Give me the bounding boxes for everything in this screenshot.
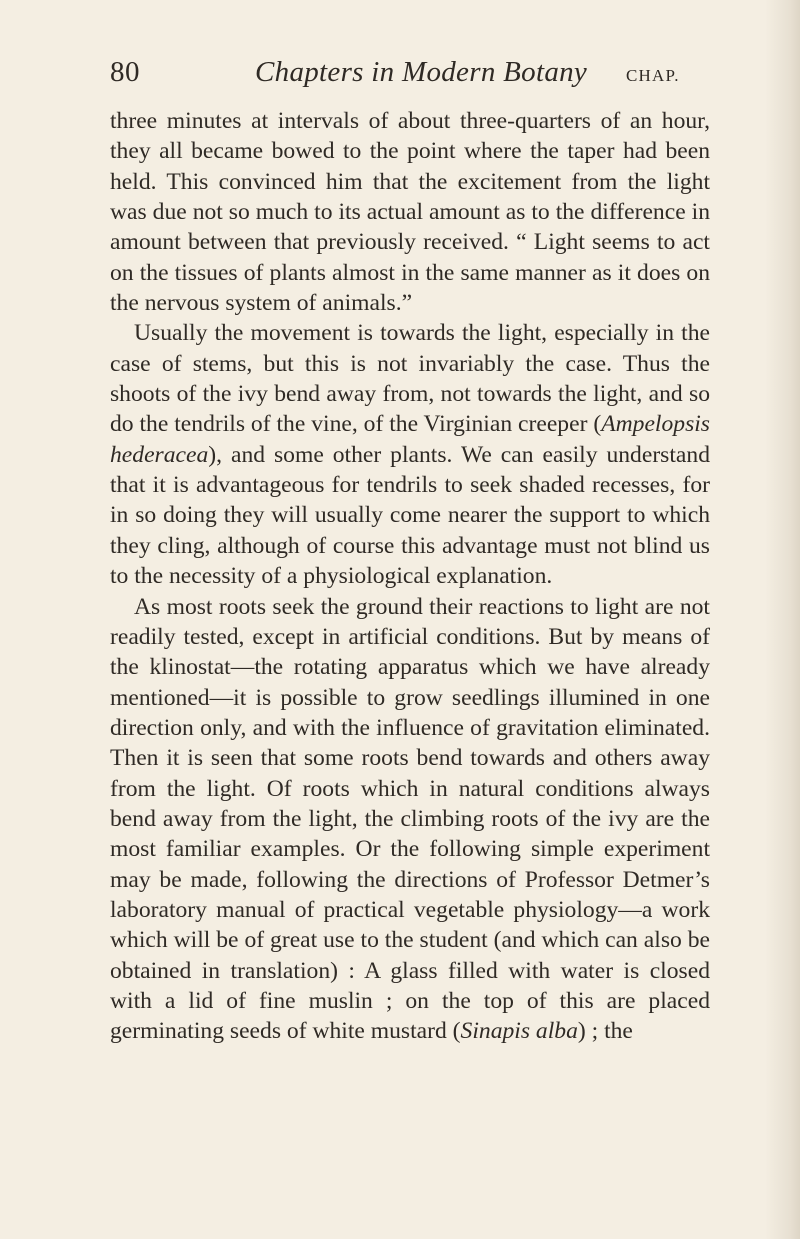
text-run: ) ; the (577, 1018, 633, 1045)
page-header (110, 56, 710, 96)
text-run: As most roots seek the ground their reactions to light are not readily tested, except in artificial conditions. But by means of the klinostat—the rotating apparatus which we have already mentioned—it is possible to grow seedlings illumined in one direction only, and with the influence of gravitation eliminated. Then it is seen that some roots bend towards and others away from the light. Of roots which in natural conditions always bend away from the light, the climbing roots of the ivy are the most familiar examples. Or the following simple experiment may be made, following the directions of Professor Detmer’s laboratory manual of practical vegetable physiology—a work which will be of great use to the student (and which can also be obtained in translation) : A glass filled with water is closed with a lid of fine muslin ; on the top of this are placed germinating seeds of white mustard ( (110, 593, 710, 1045)
chapter-label: CHAP. (626, 66, 680, 85)
text-run: Usually the movement is towards the light, especially in the case of stems, but this is not invariably the case. Thus the shoots of the ivy bend away from, not towards the light, and so do the tendrils of the vine, of the Virginian creeper ( (110, 320, 710, 438)
paragraph (110, 592, 710, 1047)
running-title: Chapters in Modern Botany (255, 56, 588, 88)
paragraph (110, 318, 710, 591)
italic-text: Sinapis alba (460, 1018, 578, 1045)
text-run: three minutes at intervals of about three-quarters of an hour, they all became bowed to the point where the taper had been held. This convinced him that the excitement from the light was due not so much to its actual amount as to the difference in amount between that previously received. “ Light seems to act on the tissues of plants almost in the same manner as it does on the nervous system of animals.” (110, 108, 710, 317)
paragraph (110, 106, 710, 318)
body-text (110, 106, 710, 1047)
text-run: ), and some other plants. We can easily understand that it is advantageous for tendrils to seek shaded recesses, for in so doing they will usually come nearer the support to which they cling, although of course this advantage must not blind us to the necessity of a physiological explanation. (110, 441, 710, 590)
page-number: 80 (110, 56, 140, 88)
italic-text: Ampelopsis hederacea (110, 411, 710, 468)
